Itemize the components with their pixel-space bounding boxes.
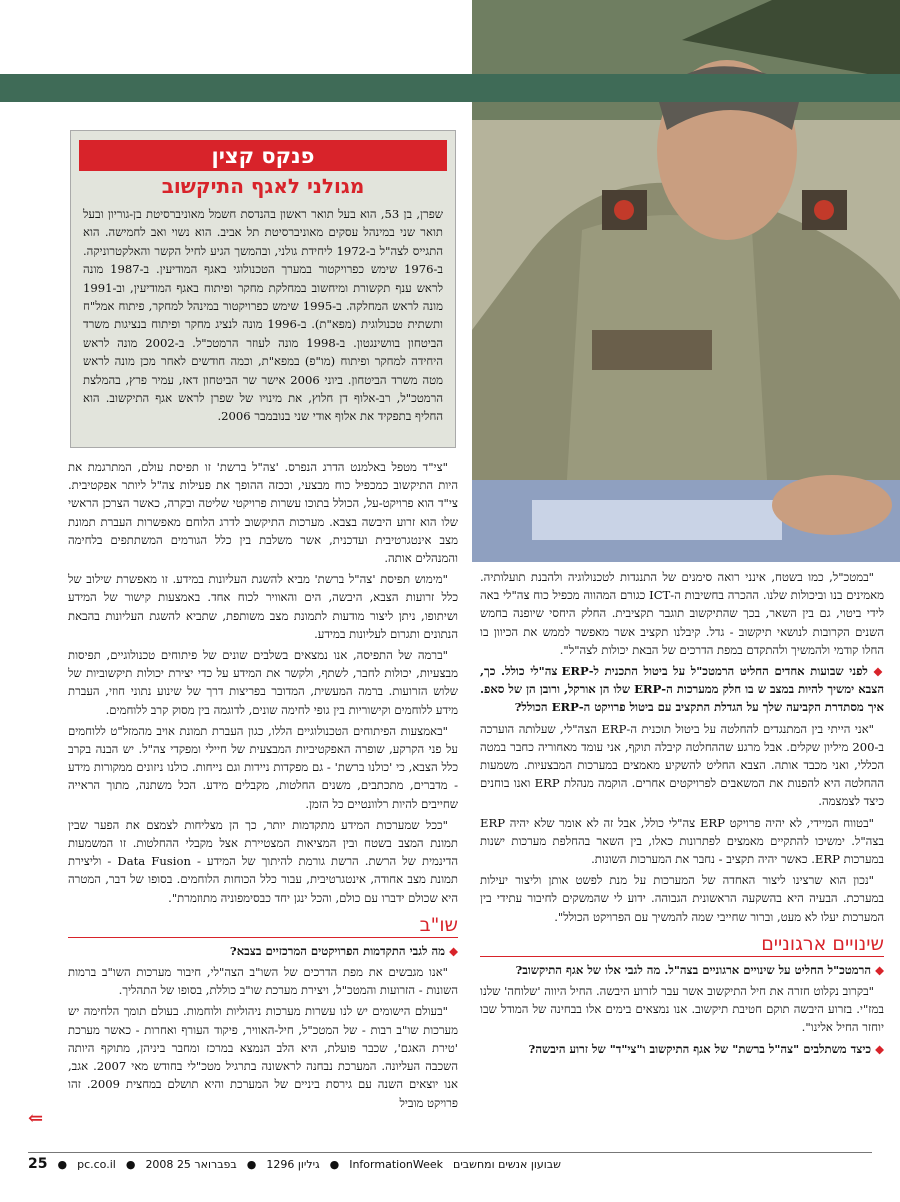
- footer-bullet: ●: [57, 1157, 68, 1171]
- paragraph: "בקרוב נקלוט חזרה את חיל התיקשוב אשר עבר לזרוע היבשה. החיל היווה 'שלוחה' שלנו במז"י. בזרוע היבשה תוקם חטיבת תיקשוב. אנו נמצאים בימים אלו בבחינה של המודל שבו יוחזר החיל אלינו".: [480, 984, 884, 1035]
- question-text: לפני שבועות אחדים החליט הרמטכ"ל על ביטול התכנית ל-ERP צה"לי כולל. כך, הצבא ימשיך להיות במצב ש בו חלק ממערכות ה-ERP שלו הן אורקל, ורובן הן של סאפ. איך מסתדרת הקביעה שלך על הגדלת התקציב עם ביטול פרויקט ה-ERP הכולל?: [480, 664, 884, 715]
- question: [480, 1040, 884, 1058]
- question-text: מה לגבי התקדמות הפרויקטים המרכזיים בצבא?: [229, 943, 446, 958]
- section-heading: שו"ב: [68, 913, 458, 938]
- question-text: כיצד משתלבים "צה"ל ברשת" של אגף התיקשוב ו"צי"ד" של זרוע היבשה?: [528, 1041, 872, 1056]
- diamond-icon: ◆: [445, 943, 458, 958]
- page-number: 25: [28, 1156, 48, 1172]
- continue-arrow-icon: ⇐: [28, 1108, 44, 1129]
- footer-bullet: ●: [246, 1157, 257, 1171]
- question: [68, 942, 458, 960]
- section-heading: שינויים ארגוניים: [480, 932, 884, 957]
- profile-title: מגולני לאגף התיקשוב: [161, 174, 365, 198]
- paragraph: "צי"ד מטפל באלמנט הדרג הנפרס. 'צה"ל ברשת' זו תפיסת עולם, המתרגמת את היות התיקשוב כמכפיל כוח מבצעי, וככזה ההופך את פעילות צה"ל ליותר אפקטיבית. צי"ד הוא פרויקט-על, הכולל בתוכו עשרות פרויקטי שליטה ובקרה, כאשר הצרכן הראשי שלו הוא זרוע היבשה בצבא. מערכות התיקשוב לדרג הלוחם מאפשרות העברת תמונת מצב אינטגרטיבית ועדכנית, אשר משלבת בין כלל הגורמים המשתתפים בלחימה והמנהלים אותה.: [68, 460, 458, 566]
- paragraph: "במטכ"ל, כמו בשטח, אינני רואה סימנים של התנגדות לטכנולוגיה ולהבנת תועלותיה. מאמינים בנו וביכולות שלנו. ההכרה בחשיבות ה-ICT כגורם המהווה מכפיל כוח צה"לי באה לידי ביטוי, גם בין השאר, בכך שהתיקשוב תוגבר תקציבית. החלק היחסי שיופנה בחמש השנים הקרובות לנושאי תיקשוב - גדל. קיבלנו תקציב אשר מאפשר לממש את הכיוון בו החלו קודמי ולהמשיך ולהתקדם במפת הדרכים של הבאת יכולות לצה"ל".: [480, 570, 884, 657]
- paragraph: "באמצעות הפיתוחים הטכנולוגיים הללו, כגון העברת תמונת אויב מהמזל"ט ללוחמים על פני הקרקע, שופרה האפקטיביות המבצעית של חיילי ומפקדי צה"ל. יש הבנה בקרב כלל הצבא, כי 'כולנו ברשת' - גם מפקדות ניידות וגם נייחות. כולנו ניזונים ממקורות מידע - מדברים, מתכתבים, משנים החלטות, מקבלים מידע. הכל משתנה, מתוך הראייה שחייבים להיות רלוונטיים כל הזמן.: [68, 723, 458, 811]
- profile-body: שפרן, בן 53, הוא בעל תואר ראשון בהנדסת חשמל מאוניברסיטת בן-גוריון ובעל תואר שני במינהל עסקים מאוניברסיטת תל אביב. הוא נשוי ואב לחמישה. הוא התגייס לצה"ל ב-1972 ליחידת גולני, ובהמשך הגיע לחיל הקשר והאלקטרוניקה. ב-1976 שימש כפרויקטור במערך הטכנולוגי באגף המודיעין. ב-1987 מונה לראש ענף תקשורת ומיחשוב במחלקת מחקר ופיתוח באגף המודיעין, וב-1991 מונה לראש המחלקה. ב-1995 שימש כפרויקטור במינהל למחקר, פיתוח אמל"ח ותשתית טכנולוגית (מפא"ת). ב-1996 מונה לנציג מחקר ופיתוח בנציגות משרד הביטחון בוושינגטון. ב-1998 מונה לעוזר הרמטכ"ל. ב-2002 מונה לראש היחידה למחקר ופיתוח (מו"פ) במפא"ת, וכמה חודשים לאחר מכן מונה לראש מטה משרד הביטחון. ביוני 2006 אישר שר הביטחון דאז, עמיר פרץ, בהמלצת הרמטכ"ל, רב-אלוף דן חלוץ, את מינויו של שפרן לראש אגף התיקשוב. הוא החליף בתפקיד את אלוף אודי שני בנובמבר 2006.: [83, 207, 443, 424]
- diamond-icon: ◆: [867, 664, 884, 679]
- footer-publication: InformationWeek: [349, 1157, 444, 1171]
- paragraph: "ברמה של התפיסה, אנו נמצאים בשלבים שונים של פיתוחים טכנולוגיים, תפיסות מבצעיות, יכולות לחבר, לשתף, ולקשר את המידע על כדי יצירת יכולות תיקשוביות של שלוש הזרועות. ברמה המעשית, המדובר בפריצות דרך של שינוע נתוני חוזי, העברת מידע ללוחמים וקישוריות בין גופי לחימה שונים, לדוגמה בין מסוק קרב ללוחמים.: [68, 648, 458, 717]
- paragraph: "בטווח המיידי, לא יהיה פרויקט ERP צה"לי כולל, אבל זה לא אומר שלא יהיה ERP בצה"ל. ימשיכו להתקיים מאמצים לפתרונות כאלו, בין השאר בהחלפת מערכות ישנות במערכות ERP. כאשר יהיה תקציב - נחבר את המערכות השונות.: [480, 815, 884, 867]
- question-text: הרמטכ"ל החליט על שינויים ארגוניים בצה"ל. מה לגבי אלו של אגף התיקשוב?: [515, 962, 872, 977]
- paragraph: "אני הייתי בין המתנגדים להחלטה על ביטול תוכנית ה-ERP הצה"לי, שעלותה הוערכה ב-200 מיליון שקלים. אבל מרגע שההחלטה קיבלה תוקף, אני עומד מאחוריה כחבר במטה הכללי, ואני מכבד אותה. הצבא החליט להשקיע מאמצים במערכות המבצעיות. משמעות ההחלטה היא להפנות את המשאבים לפרויקטים אחרים. הוקמה מנהלת ERP ואנו בוחנים כיצד לצמצמה.: [480, 721, 884, 809]
- paragraph: "נכון הוא שרצינו ליצור האחדה של המערכות על מנת לפשט אותן וליצור יעילות במערכת. הבעיה היא בהשקעה הראשונית הגבוהה. ידוע לי שהמשקים לחיבור עתידי בין המערכות יעלו לא מעט, וברור שחייבי שמה להמשיך עם הפרויקט הכולל".: [480, 873, 884, 924]
- paragraph: "אנו מגבשים את מפת הדרכים של השו"ב הצה"לי, חיבור מערכות השו"ב ברמות השונות - הזרועות והמטכ"ל, ויצירת מערכת שו"ב כוללת, בסופו של התהליך.: [68, 965, 458, 998]
- paragraph: "מימוש תפיסת 'צה"ל ברשת' מביא להשגת העליונות במידע. זו מאפשרת שילוב של כלל זרועות הצבא, היבשה, הים והאוויר לכוח אחד. באמצעות קישור של המידע ושיתופו, ניתן ליצור מודעות לתמונת מצב משותפת, שתביא להשגת העליונות בהבאת הנתונים ותגרום לעליונות במידע.: [68, 572, 458, 641]
- question: [480, 662, 884, 717]
- decorative-band: [0, 74, 900, 102]
- footer-date: 2008 בפברואר 25: [145, 1157, 237, 1171]
- question: [480, 961, 884, 979]
- paragraph: "ככל שמערכות המידע מתקדמות יותר, כך הן מצליחות לצמצם את הפער שבין תמונת המצב בשטח ובין המציאות המצטיירת אצל מקבלי ההחלטות. זו המשמעות הדינמית של הרשת. הרשת גורמת להיתוך של המידע - Data Fusion - וליצירת תמונת מצב אחודה, אינטגרטיבית, עבור כלל הכוחות הלוחמים. בסופו של דבר, המטרה היא שכולם ידברו עם כולם, והכל ינגן יחד כבסימפוניה מתוזמרת".: [68, 817, 458, 905]
- article-column-left: [68, 458, 458, 1138]
- page-footer: [28, 1152, 872, 1175]
- footer-bullet: ●: [329, 1157, 340, 1171]
- article-column-right: [480, 568, 884, 1150]
- diamond-icon: ◆: [871, 962, 884, 977]
- footer-bullet: ●: [125, 1157, 136, 1171]
- paragraph: "בעולם הישומים יש לנו עשרות מערכות ניהוליות ולוחמות. בעולם תומך הלחימה יש מערכות שו"ב רבות - של המטכ"ל, חיל-האוויר, פיקוד העורף ואחרות - כאשר מערכת 'טירת האגם', שכבר פועלת, היא הלב הנמצא במרכז ומחבר ביניהן, מתוקף היותה השכבה העליונה. המערכת נבחנה לראשונה בתרגיל מטכ"לי בחודש מאי 2007. אגב, אנו יוצאים השנה עם גירסת ביניים של המערכת והיא תושלם במחצית 2009. זהו פרויקט מוביל: [68, 1004, 458, 1110]
- officer-profile-box: [70, 130, 456, 448]
- footer-weekly: שבועון אנשים ומחשבים: [453, 1157, 561, 1171]
- diamond-icon: ◆: [871, 1041, 884, 1056]
- footer-issue: 1296 גיליון: [266, 1157, 320, 1171]
- profile-header: פנקס קצין: [79, 140, 447, 171]
- footer-site: pc.co.il: [77, 1157, 116, 1171]
